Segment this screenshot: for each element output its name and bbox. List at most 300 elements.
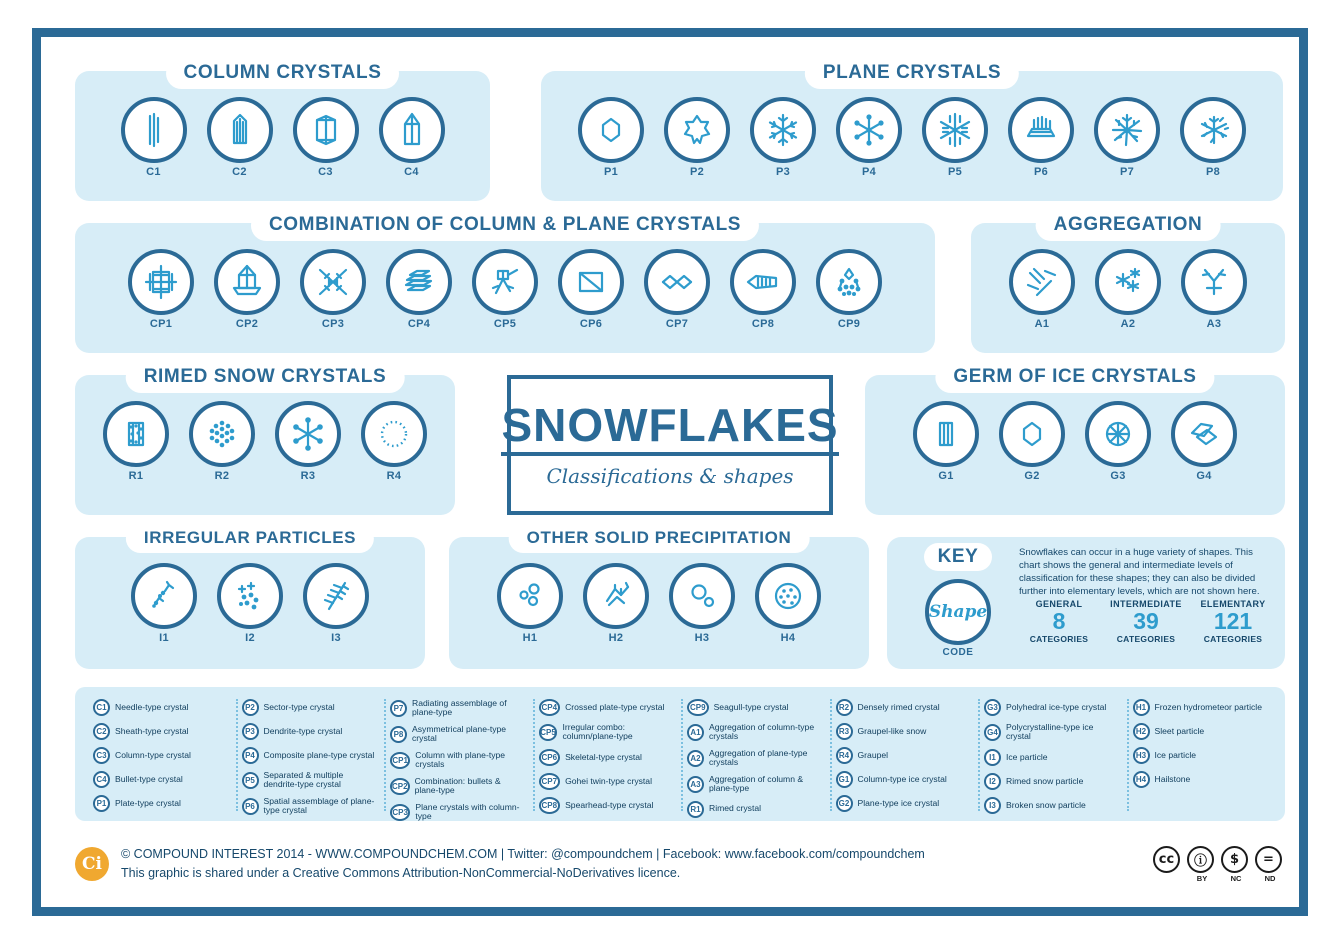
legend-code-badge: I1 [984,749,1001,766]
stat-label: ELEMENTARY [1200,599,1266,609]
legend-code-badge: CP4 [539,699,561,716]
legend-label: Rimed crystal [709,803,762,814]
ice-particle-icon [131,563,197,629]
crystal-cell-a2[interactable] [1092,249,1164,330]
graupel-icon [361,401,427,467]
legend-column-7 [980,699,1129,811]
crystal-cell-h4[interactable] [752,563,824,644]
crystal-cell-cp8[interactable] [727,249,799,330]
legend-code-badge: A1 [687,724,704,741]
row-2 [75,214,1285,353]
legend-column-2 [238,699,387,816]
list-item [687,749,824,768]
list-item [242,747,379,764]
cc-label: BY [1196,873,1208,883]
crystal-code: I3 [331,632,341,644]
crystal-code: C4 [404,166,419,178]
legend-code-badge: P4 [242,747,259,764]
legend-column-6 [832,699,981,811]
legend-code-badge: CP6 [539,749,561,766]
list-item [93,771,230,788]
section-title-aggregation: AGGREGATION [1036,210,1221,241]
plate-crystal-icon [578,97,644,163]
section-plane-crystals [541,62,1283,201]
graupel-like-snow-icon [275,401,341,467]
legend-label: Bullet-type crystal [115,773,183,784]
legend-label: Skeletal-type crystal [565,751,642,762]
legend-code-badge: H2 [1133,723,1150,740]
list-item [687,699,824,716]
list-item [390,777,527,796]
legend-label: Seagull-type crystal [713,701,789,712]
legend-label: Gohei twin-type crystal [565,775,652,786]
section-germ-of-ice-crystals [865,366,1285,515]
legend-label: Sheath-type crystal [115,725,189,736]
legend-code-badge: C3 [93,747,110,764]
crystal-code: CP7 [665,318,689,330]
crystal-cell-cp5[interactable] [469,249,541,330]
crystal-code: P4 [861,166,877,178]
section-title-other: OTHER SOLID PRECIPITATION [509,524,810,553]
frozen-hydrometeor-icon [497,563,563,629]
legend-code-badge: A3 [687,776,704,793]
legend-code-badge: P6 [242,798,259,815]
crystal-cell-i2[interactable] [214,563,286,644]
legend-panel [75,687,1285,821]
legend-code-badge: P8 [390,726,407,743]
stat-label: GENERAL [1035,599,1083,609]
legend-label: Ice particle [1006,751,1048,762]
crystal-cell-p2[interactable] [661,97,733,178]
list-item [242,723,379,740]
crystal-code: A2 [1120,318,1136,330]
spatial-assemblage-icon [1008,97,1074,163]
legend-label: Graupel [857,749,889,760]
crystal-cell-cp3[interactable] [297,249,369,330]
crystal-code: G3 [1110,470,1126,482]
legend-code-badge: P3 [242,723,259,740]
crystal-cell-c2[interactable] [204,97,276,178]
legend-code-badge: CP3 [390,804,410,821]
poster-subtitle: Classifications & shapes [546,464,794,488]
crystal-code: C1 [146,166,161,178]
list-item [539,699,676,716]
legend-code-badge: P1 [93,795,110,812]
list-item [242,797,379,816]
crystal-code: A3 [1206,318,1222,330]
section-title-combination: COMBINATION OF COLUMN & PLANE CRYSTALS [251,210,759,241]
crystal-code: H2 [608,632,624,644]
legend-label: Rimed snow particle [1006,775,1084,786]
crystal-cell-cp2[interactable] [211,249,283,330]
crystal-code: A1 [1034,318,1050,330]
legend-code-badge: C4 [93,771,110,788]
list-item [539,749,676,766]
crystal-code: P7 [1119,166,1135,178]
list-item [984,699,1121,716]
list-item [687,723,824,742]
list-item [93,747,230,764]
crystal-code: CP6 [579,318,603,330]
cc-glyph: = [1255,846,1282,873]
list-item [1133,771,1270,788]
crystal-cell-r3[interactable] [272,401,344,482]
aggregation-columns-icon [1009,249,1075,315]
stat-number: 8 [1052,608,1066,634]
legend-code-badge: H4 [1133,771,1150,788]
legend-label: Polycrystalline-type ice crystal [1006,722,1094,742]
icon-row-other [449,537,869,644]
legend-code-badge: P2 [242,699,259,716]
list-item [687,801,824,818]
composite-plane-crystal-icon [836,97,902,163]
legend-label: Densely rimed crystal [857,701,940,712]
legend-column-1 [89,699,238,811]
crystal-code: H1 [522,632,538,644]
crystal-code: H4 [780,632,796,644]
crystal-cell-g2[interactable] [996,401,1068,482]
stat-unit: CATEGORIES [1116,634,1176,645]
plane-ice-crystal-icon [999,401,1065,467]
key-legend-block [903,543,1013,658]
crystal-cell-a3[interactable] [1178,249,1250,330]
stat-number: 39 [1133,608,1159,634]
list-item [836,699,973,716]
rimed-column-icon [103,401,169,467]
section-other-solid-precipitation [449,528,869,669]
legend-label: Aggregation of column & plane-type [709,773,804,794]
legend-label: Column-type ice crystal [857,773,947,784]
sector-crystal-icon [664,97,730,163]
legend-code-badge: I3 [984,797,1001,814]
crystal-code: H3 [694,632,710,644]
legend-column-8 [1129,699,1276,811]
ice-pellet-icon [669,563,735,629]
crystal-cell-g4[interactable] [1168,401,1240,482]
list-item [1133,699,1270,716]
key-stats [1017,599,1275,644]
list-item [242,771,379,790]
crystal-cell-h2[interactable] [580,563,652,644]
list-item [836,747,973,764]
radiating-assemblage-icon [1094,97,1160,163]
cc-nd-icon [1255,846,1285,883]
legend-label: Hailstone [1154,773,1191,784]
crystal-code: P6 [1033,166,1049,178]
crystal-cell-p7[interactable] [1091,97,1163,178]
section-title-rimed: RIMED SNOW CRYSTALS [126,362,405,393]
footer-line-2: This graphic is shared under a Creative Commons Attribution-NonCommercial-NoDerivatives licence. [121,866,681,880]
legend-label: Asymmetrical plane-type crystal [412,723,507,744]
dendrite-crystal-icon [750,97,816,163]
key-description: Snowflakes can occur in a huge variety of shapes. This chart shows the general and intermediate levels of classification for these shapes; they can also be divided further into elementary levels, which are not shown here. [1019,547,1260,597]
crystal-code: P2 [689,166,705,178]
list-item [242,699,379,716]
footer [75,835,1285,893]
footer-credits [121,845,1153,883]
key-title: KEY [924,543,993,571]
crystal-code: R1 [128,470,144,482]
list-item [984,773,1121,790]
legend-label: Ice particle [1154,749,1197,760]
legend-label: Radiating assemblage of plane-type [412,698,507,718]
legend-column-5 [683,699,832,814]
irregular-combo-icon [472,249,538,315]
crystal-code: CP9 [837,318,861,330]
legend-label: Plane-type ice crystal [857,797,940,808]
cc-glyph: ⓘ [1187,846,1214,873]
cc-by-icon [1187,846,1217,883]
crystal-cell-cp6[interactable] [555,249,627,330]
list-item [390,699,527,718]
list-item [390,725,527,744]
poster-logo [501,375,839,515]
section-column-crystals [75,62,490,201]
crystal-code: C2 [232,166,247,178]
aggregation-planes-icon [1095,249,1161,315]
crystal-code: P1 [603,166,619,178]
crystal-code: P3 [775,166,791,178]
legend-label: Needle-type crystal [115,701,189,712]
list-item [984,749,1121,766]
section-title-germ: GERM OF ICE CRYSTALS [935,362,1214,393]
crystal-cell-p4[interactable] [833,97,905,178]
column-with-plates-icon [128,249,194,315]
list-item [1133,747,1270,764]
crossed-plate-icon [386,249,452,315]
row-1 [75,62,1285,201]
crystal-code: R4 [386,470,402,482]
crystal-cell-cp1[interactable] [125,249,197,330]
legend-label: Column with plane-type crystals [415,749,506,770]
crystal-cell-i3[interactable] [300,563,372,644]
cc-nc-icon [1221,846,1251,883]
crystal-cell-a1[interactable] [1006,249,1078,330]
stat-number: 121 [1213,608,1253,634]
crystal-cell-p1[interactable] [575,97,647,178]
list-item [1133,723,1270,740]
legend-label: Spatial assemblage of plane-type crystal [263,795,375,816]
crystal-cell-g3[interactable] [1082,401,1154,482]
crystal-code: CP8 [751,318,775,330]
legend-code-badge: R2 [836,699,853,716]
crystal-cell-r2[interactable] [186,401,258,482]
crystal-code: CP1 [149,318,173,330]
legend-code-badge: CP2 [390,778,410,795]
list-item [984,797,1121,814]
legend-code-badge: CP5 [539,724,558,741]
legend-column-3 [386,698,535,822]
crystal-cell-c1[interactable] [118,97,190,178]
crystal-code: C3 [318,166,333,178]
bullet-crystal-icon [379,97,445,163]
sheath-crystal-icon [207,97,273,163]
plane-with-column-icon [300,249,366,315]
crystal-cell-c3[interactable] [290,97,362,178]
crystal-cell-p5[interactable] [919,97,991,178]
crystal-cell-i1[interactable] [128,563,200,644]
legend-code-badge: I2 [984,773,1001,790]
list-item [836,795,973,812]
row-3 [75,366,1285,515]
legend-label: Polyhedral ice-type crystal [1006,701,1107,712]
stat-unit: CATEGORIES [1029,634,1089,645]
stat-unit: CATEGORIES [1203,634,1263,645]
crystal-cell-h1[interactable] [494,563,566,644]
crystal-cell-r4[interactable] [358,401,430,482]
crystal-code: CP4 [407,318,431,330]
poster-frame [32,28,1308,916]
legend-label: Aggregation of plane-type crystals [709,747,808,768]
cc-label: ND [1264,873,1276,883]
legend-label: Column-type crystal [115,749,191,760]
legend-label: Spearhead-type crystal [565,799,654,810]
legend-label: Combination: bullets & plane-type [414,775,501,796]
key-shape-sample: Shape [925,579,991,645]
legend-label: Crossed plate-type crystal [565,701,665,712]
crystal-code: CP5 [493,318,517,330]
crystal-cell-g1[interactable] [910,401,982,482]
legend-label: Irregular combo: column/plane-type [562,722,633,742]
crystal-code: I2 [245,632,255,644]
skeletal-crystal-icon [558,249,624,315]
crystal-code: G4 [1196,470,1212,482]
legend-column-4 [535,699,684,811]
stat-label: INTERMEDIATE [1110,599,1182,609]
crystal-code: R3 [300,470,316,482]
stat-intermediate [1104,599,1188,644]
crystal-cell-cp9[interactable] [813,249,885,330]
legend-code-badge: CP8 [539,797,561,814]
list-item [93,723,230,740]
legend-code-badge: C1 [93,699,110,716]
stat-general [1017,599,1101,644]
legend-code-badge: CP1 [390,752,410,769]
legend-code-badge: H1 [1133,699,1150,716]
crystal-cell-p6[interactable] [1005,97,1077,178]
bullets-and-plane-icon [214,249,280,315]
densely-rimed-icon [189,401,255,467]
list-item [93,795,230,812]
poster-inner [41,37,1299,907]
legend-code-badge: A2 [687,750,704,767]
legend-label: Frozen hydrometeor particle [1154,701,1262,712]
list-item [836,723,973,740]
crystal-cell-c4[interactable] [376,97,448,178]
poster-wordmark: SNOWFLAKES [501,402,838,456]
crystal-code: I1 [159,632,169,644]
legend-code-badge: CP9 [687,699,709,716]
section-title-plane: PLANE CRYSTALS [805,58,1019,89]
crystal-code: P5 [947,166,963,178]
legend-label: Broken snow particle [1006,799,1086,810]
creative-commons-icons [1153,846,1285,883]
crystal-cell-p8[interactable] [1177,97,1249,178]
legend-code-badge: P5 [242,772,259,789]
broken-snow-particle-icon [303,563,369,629]
legend-label: Separated & multiple dendrite-type crystal [263,770,344,790]
hailstone-icon [755,563,821,629]
legend-code-badge: G1 [836,771,853,788]
needle-crystal-icon [121,97,187,163]
legend-code-badge: G4 [984,724,1001,741]
aggregation-mixed-icon [1181,249,1247,315]
crystal-cell-p3[interactable] [747,97,819,178]
legend-label: Sleet particle [1154,725,1205,736]
gohei-twin-icon [644,249,710,315]
sleet-particle-icon [583,563,649,629]
list-item [390,803,527,822]
crystal-code: G1 [938,470,954,482]
list-item [93,699,230,716]
crystal-cell-cp4[interactable] [383,249,455,330]
crystal-cell-r1[interactable] [100,401,172,482]
section-title-irregular: IRREGULAR PARTICLES [126,524,374,553]
legend-label: Plate-type crystal [115,797,181,808]
legend-label: Dendrite-type crystal [263,725,343,736]
list-item [390,751,527,770]
key-code-label: CODE [942,647,974,658]
section-key [887,537,1285,669]
crystal-cell-h3[interactable] [666,563,738,644]
legend-code-badge: H3 [1133,747,1150,764]
crystal-code: CP3 [321,318,345,330]
list-item [984,723,1121,742]
crystal-code: P8 [1205,166,1221,178]
list-item [836,771,973,788]
stat-elementary [1191,599,1275,644]
legend-code-badge: R3 [836,723,853,740]
legend-code-badge: C2 [93,723,110,740]
cc-icon [1153,846,1183,874]
crystal-code: G2 [1024,470,1040,482]
legend-code-badge: G3 [984,699,1001,716]
legend-label: Aggregation of column-type crystals [709,722,815,742]
rimed-snow-particle-icon [217,563,283,629]
legend-label: Graupel-like snow [857,725,927,736]
legend-code-badge: G2 [836,795,853,812]
section-title-column: COLUMN CRYSTALS [166,58,400,89]
cc-label: NC [1230,873,1242,883]
seagull-crystal-icon [816,249,882,315]
legend-code-badge: CP7 [539,773,561,790]
cc-glyph: $ [1221,846,1248,873]
legend-label: Sector-type crystal [263,701,335,712]
legend-code-badge: R1 [687,801,704,818]
legend-label: Composite plane-type crystal [263,749,375,760]
section-aggregation [971,214,1285,353]
icon-row-irregular [75,537,425,644]
crystal-code: R2 [214,470,230,482]
column-ice-crystal-icon [913,401,979,467]
list-item [539,723,676,742]
legend-label: Plane crystals with column-type [415,801,520,822]
legend-code-badge: R4 [836,747,853,764]
footer-line-1: © COMPOUND INTEREST 2014 - WWW.COMPOUNDCHEM.COM | Twitter: @compoundchem | Facebook: www.facebook.com/compoundchem [121,847,925,862]
section-irregular-particles [75,528,425,669]
section-combination-crystals [75,214,935,353]
list-item [687,775,824,794]
spearhead-crystal-icon [730,249,796,315]
compound-interest-logo: Ci [75,847,109,881]
cc-glyph: cc [1153,846,1180,873]
row-4 [75,528,1285,669]
legend-code-badge: P7 [390,700,407,717]
separated-dendrite-crystal-icon [922,97,988,163]
polyhedral-ice-crystal-icon [1085,401,1151,467]
crystal-cell-cp7[interactable] [641,249,713,330]
crystal-code: CP2 [235,318,259,330]
